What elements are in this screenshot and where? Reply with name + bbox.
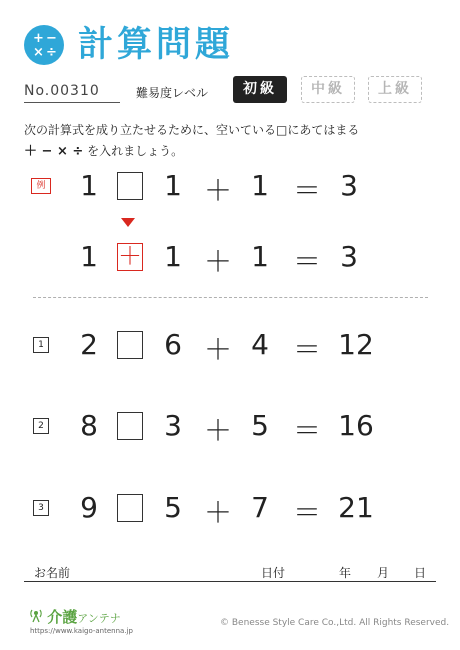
operand-c: 5 xyxy=(251,409,269,442)
operator-plus: ＋ xyxy=(203,496,232,529)
problem-number: 2 xyxy=(33,418,49,434)
day-label: 日 xyxy=(414,566,427,580)
instruction-suffix: を入れましょう。 xyxy=(87,144,184,158)
brand-logo xyxy=(30,606,121,627)
problem-number: 3 xyxy=(33,500,49,516)
problem-row-3 xyxy=(0,488,460,528)
arrow-down-icon xyxy=(121,218,135,227)
filled-operator: ＋ xyxy=(118,242,142,270)
instruction-line-2 xyxy=(24,140,183,159)
problem-number: 1 xyxy=(33,337,49,353)
operand-a: 2 xyxy=(80,328,98,361)
operator-plus: ＋ xyxy=(203,174,232,207)
operand-c: 4 xyxy=(251,328,269,361)
equals-sign: ＝ xyxy=(292,174,321,207)
equals-sign: ＝ xyxy=(292,496,321,529)
operand-b: 3 xyxy=(164,409,182,442)
antenna-icon xyxy=(30,609,42,623)
instruction-line-1: 次の計算式を成り立たせるために、空いている□にあてはまる xyxy=(24,123,360,137)
operand-b: 1 xyxy=(164,240,182,273)
plus-glyph: + xyxy=(33,31,44,46)
operator-plus: ＋ xyxy=(203,245,232,278)
date-label: 日付 xyxy=(261,566,286,580)
operand-b: 1 xyxy=(164,169,182,202)
operand-c: 1 xyxy=(251,169,269,202)
level-advanced-badge: 上級 xyxy=(368,76,422,103)
result: 3 xyxy=(340,240,358,273)
result: 16 xyxy=(338,409,374,442)
worksheet-number-underline xyxy=(24,102,120,103)
name-label: お名前 xyxy=(34,566,71,580)
operator-answer-box xyxy=(117,243,143,271)
result: 3 xyxy=(340,169,358,202)
operator-list: ＋ − × ÷ xyxy=(24,144,84,159)
operand-a: 1 xyxy=(80,169,98,202)
name-date-line xyxy=(24,581,436,582)
operand-c: 1 xyxy=(251,240,269,273)
equals-sign: ＝ xyxy=(292,333,321,366)
operand-a: 9 xyxy=(80,491,98,524)
divide-glyph: ÷ xyxy=(46,45,57,60)
operator-blank xyxy=(117,172,143,200)
problem-row-1 xyxy=(0,325,460,365)
problem-row-2 xyxy=(0,406,460,446)
example-answer-row xyxy=(0,237,460,277)
times-glyph: × xyxy=(33,45,44,60)
brand-name: 介護 xyxy=(47,608,78,626)
result: 21 xyxy=(338,491,374,524)
level-intermediate-badge: 中級 xyxy=(301,76,355,103)
month-label: 月 xyxy=(377,566,390,580)
year-label: 年 xyxy=(339,566,352,580)
logo-ops-icon xyxy=(24,25,64,65)
difficulty-label: 難易度レベル xyxy=(136,86,209,100)
operator-answer-box[interactable] xyxy=(117,494,143,522)
operator-answer-box[interactable] xyxy=(117,331,143,359)
copyright: © Benesse Style Care Co.,Ltd. All Rights Reserved. xyxy=(220,618,450,628)
operator-answer-box[interactable] xyxy=(117,412,143,440)
operand-b: 6 xyxy=(164,328,182,361)
brand-kana: アンテナ xyxy=(77,612,121,625)
example-tag: 例 xyxy=(31,178,51,194)
brand-url[interactable]: https://www.kaigo-antenna.jp xyxy=(30,627,133,635)
page-title: 計算問題 xyxy=(78,25,235,65)
worksheet-number: No.00310 xyxy=(24,83,100,99)
equals-sign: ＝ xyxy=(292,245,321,278)
equals-sign: ＝ xyxy=(292,414,321,447)
example-problem-row xyxy=(0,166,460,206)
operator-plus: ＋ xyxy=(203,414,232,447)
operand-b: 5 xyxy=(164,491,182,524)
level-beginner-badge: 初級 xyxy=(233,76,287,103)
operand-c: 7 xyxy=(251,491,269,524)
operand-a: 8 xyxy=(80,409,98,442)
minus-glyph: − xyxy=(46,31,57,46)
operand-a: 1 xyxy=(80,240,98,273)
operator-plus: ＋ xyxy=(203,333,232,366)
result: 12 xyxy=(338,328,374,361)
section-divider xyxy=(33,297,428,298)
